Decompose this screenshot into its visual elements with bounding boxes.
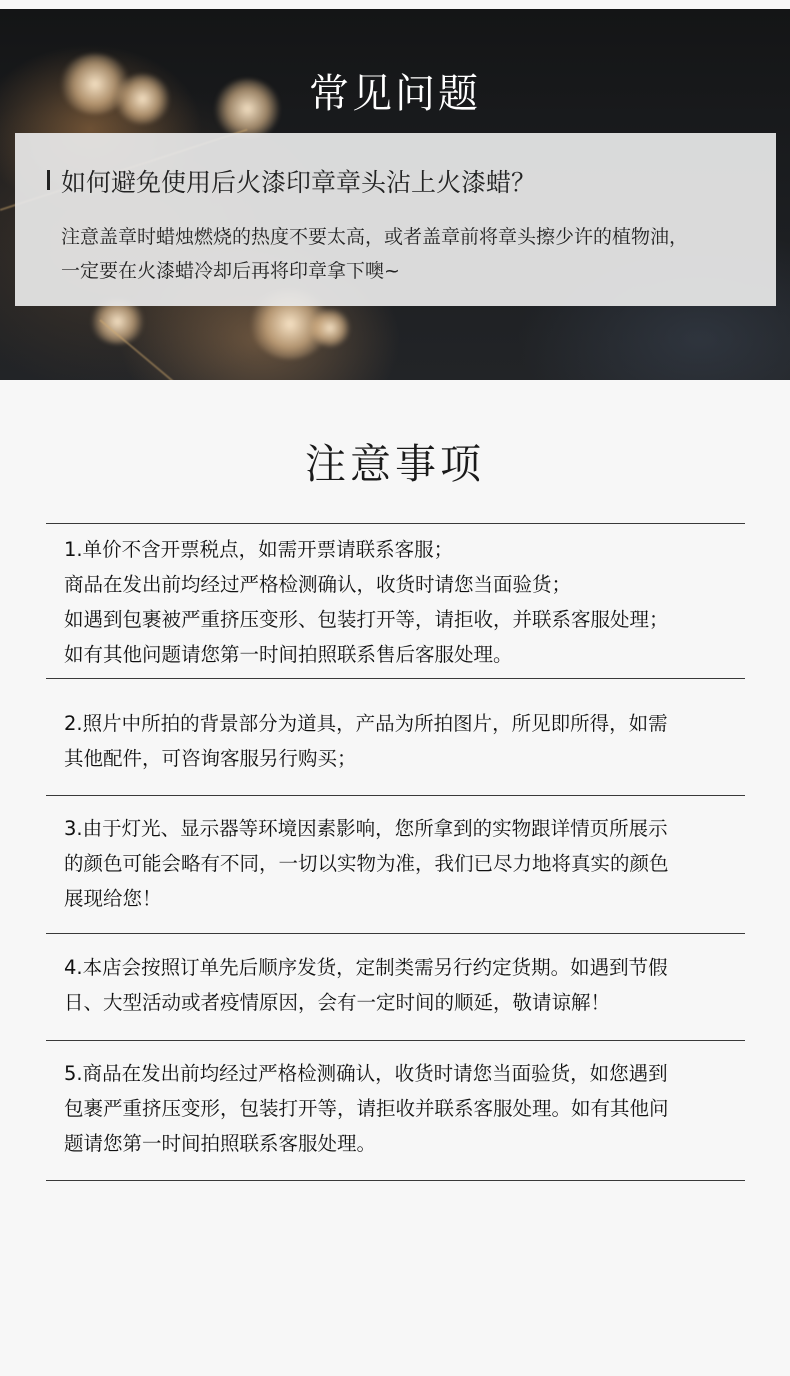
note-line: 其他配件，可咨询客服另行购买； bbox=[64, 747, 357, 770]
faq-answer-line: 注意盖章时蜡烛燃烧的热度不要太高，或者盖章前将章头擦少许的植物油， bbox=[61, 226, 689, 248]
note-item-4 bbox=[64, 950, 730, 1020]
faq-answer-line: 一定要在火漆蜡冷却后再将印章拿下噢~ bbox=[61, 260, 400, 282]
faq-hero-banner bbox=[0, 9, 790, 380]
faq-title: 常见问题 bbox=[309, 71, 481, 117]
divider bbox=[46, 1180, 745, 1181]
divider bbox=[46, 523, 745, 524]
note-line: 如有其他问题请您第一时间拍照联系售后客服处理。 bbox=[64, 643, 513, 666]
faq-question: 如何避免使用后火漆印章章头沾上火漆蜡？ bbox=[61, 168, 537, 197]
note-line: 日、大型活动或者疫情原因，会有一定时间的顺延，敬请谅解！ bbox=[64, 991, 611, 1014]
faq-card bbox=[15, 133, 776, 306]
flower-decoration bbox=[310, 309, 350, 347]
note-item-2 bbox=[64, 706, 730, 776]
note-line: 包裹严重挤压变形，包装打开等，请拒收并联系客服处理。如有其他问 bbox=[64, 1097, 669, 1120]
note-line: 题请您第一时间拍照联系客服处理。 bbox=[64, 1132, 377, 1155]
top-strip bbox=[0, 0, 790, 9]
note-line: 的颜色可能会略有不同，一切以实物为准，我们已尽力地将真实的颜色 bbox=[64, 852, 669, 875]
note-line: 2.照片中所拍的背景部分为道具，产品为所拍图片，所见即所得，如需 bbox=[64, 712, 668, 735]
note-line: 5.商品在发出前均经过严格检测确认，收货时请您当面验货，如您遇到 bbox=[64, 1062, 668, 1085]
divider bbox=[46, 795, 745, 796]
divider bbox=[46, 1040, 745, 1041]
note-line: 1.单价不含开票税点，如需开票请联系客服； bbox=[64, 538, 454, 561]
note-line: 商品在发出前均经过严格检测确认，收货时请您当面验货； bbox=[64, 573, 572, 596]
notes-title: 注意事项 bbox=[305, 440, 485, 488]
note-line: 4.本店会按照订单先后顺序发货，定制类需另行约定货期。如遇到节假 bbox=[64, 956, 668, 979]
question-accent-bar bbox=[47, 170, 50, 190]
note-line: 展现给您！ bbox=[64, 887, 162, 910]
note-item-3 bbox=[64, 811, 730, 916]
note-line: 3.由于灯光、显示器等环境因素影响，您所拿到的实物跟详情页所展示 bbox=[64, 817, 668, 840]
divider bbox=[46, 933, 745, 934]
note-item-5 bbox=[64, 1056, 730, 1161]
note-item-1 bbox=[64, 532, 730, 672]
note-line: 如遇到包裹被严重挤压变形、包装打开等，请拒收，并联系客服处理； bbox=[64, 608, 669, 631]
faq-answer bbox=[61, 220, 761, 288]
divider bbox=[46, 678, 745, 679]
